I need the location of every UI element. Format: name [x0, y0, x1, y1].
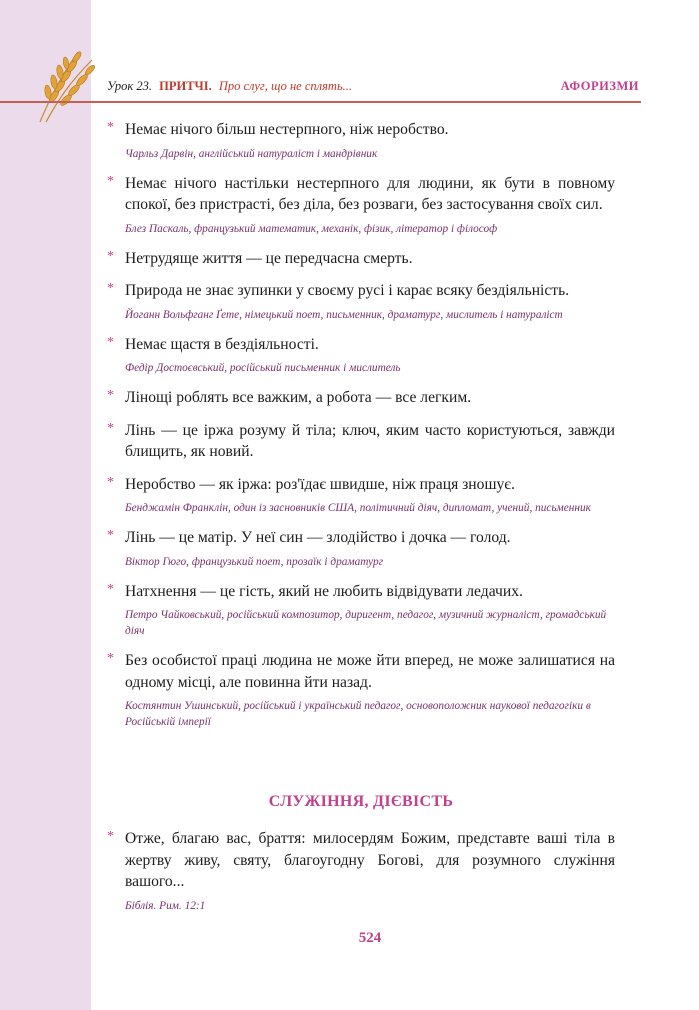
bullet-icon: *	[107, 829, 114, 844]
aphorism-author: Біблія. Рим. 12:1	[125, 899, 206, 912]
aphorism-author: Федір Достоєвський, російський письменник і мислитель	[125, 362, 401, 374]
aphorism-item	[107, 650, 615, 730]
bullet-icon: *	[107, 281, 114, 296]
section-title: СЛУЖІННЯ, ДІЄВІСТЬ	[268, 793, 454, 810]
aphorism-item	[107, 527, 615, 570]
aphorism-item	[107, 248, 615, 270]
aphorism-item	[107, 420, 615, 463]
section2-list	[107, 828, 615, 925]
bullet-icon: *	[107, 248, 114, 264]
aphorism-text: Лінь — це іржа розуму й тіла; ключ, яким часто користуються, завжди блищить, як новий.	[125, 421, 615, 460]
wheat-icon	[30, 38, 110, 124]
aphorism-item	[107, 581, 615, 640]
aphorism-item	[107, 474, 615, 517]
lesson-title: ПРИТЧІ.	[159, 79, 212, 93]
aphorism-author: Бенджамін Франклін, один із засновників США, політичний діяч, дипломат, учений, письменник	[125, 502, 591, 514]
aphorism-item	[107, 387, 615, 409]
bullet-icon: *	[107, 120, 114, 135]
page-number: 524	[358, 930, 382, 946]
bullet-icon: *	[107, 173, 114, 189]
header-divider	[0, 101, 641, 103]
aphorism-text: Немає щастя в бездіяльності.	[125, 335, 319, 353]
aphorism-list	[107, 119, 615, 741]
aphorism-text: Натхнення — це гість, який не любить відвідувати ледачих.	[125, 582, 523, 600]
lesson-number: Урок 23.	[107, 79, 153, 93]
bullet-icon: *	[107, 474, 114, 490]
page-header	[107, 79, 639, 99]
bullet-icon: *	[107, 334, 114, 350]
aphorism-text: Без особистої праці людина не може йти вперед, не може залишатися на одному місці, але повинна йти назад.	[125, 652, 615, 691]
aphorism-text: Немає нічого настільки нестерпного для людини, як бути в повному спокої, без пристрасті, без діла, без розваги, без застосування своїх сил.	[125, 174, 615, 213]
side-band	[0, 0, 91, 1010]
aphorism-item	[107, 119, 615, 162]
lesson-subtitle: Про слуг, що не сплять...	[218, 79, 353, 93]
aphorism-author: Блез Паскаль, французький математик, механік, фізик, літератор і філософ	[125, 222, 498, 235]
section-tag: АФОРИЗМИ	[560, 79, 639, 93]
aphorism-author: Чарльз Дарвін, англійський натураліст і мандрівник	[125, 147, 378, 160]
aphorism-text: Отже, благаю вас, браття: милосердям Божим, представте ваші тіла в жертву живу, святу, благоугодну Богові, для розумного служіння вашого...	[125, 830, 615, 890]
aphorism-item	[107, 334, 615, 377]
aphorism-item	[107, 280, 615, 323]
aphorism-author: Костянтин Ушинський, російський і український педагог, основоположник наукової педагогіки в Російській імперії	[125, 700, 591, 728]
bullet-icon: *	[107, 420, 114, 436]
aphorism-text: Лінь — це матір. У неї син — злодійство і дочка — голод.	[125, 529, 511, 546]
bullet-icon: *	[107, 651, 114, 666]
aphorism-text: Неробство — як іржа: роз'їдає швидше, ніж праця зношує.	[125, 475, 515, 493]
bullet-icon: *	[107, 388, 114, 403]
aphorism-text: Природа не знає зупинки у своєму русі і карає всяку бездіяльність.	[125, 282, 570, 299]
aphorism-item	[107, 828, 615, 914]
aphorism-author: Віктор Гюго, французький поет, прозаїк і драматург	[125, 555, 384, 568]
aphorism-author: Йоганн Вольфганг Ґете, німецький поет, письменник, драматург, мислитель і натураліст	[125, 308, 563, 321]
bullet-icon: *	[107, 581, 114, 597]
aphorism-author: Петро Чайковський, російський композитор, диригент, педагог, музичний журналіст, громадський діяч	[125, 609, 607, 637]
aphorism-text: Нетрудяще життя — це передчасна смерть.	[125, 249, 413, 267]
aphorism-item	[107, 173, 615, 237]
aphorism-text: Лінощі роблять все важким, а робота — все легким.	[125, 389, 472, 406]
bullet-icon: *	[107, 528, 114, 543]
aphorism-text: Немає нічого більш нестерпного, ніж неробство.	[125, 121, 449, 138]
